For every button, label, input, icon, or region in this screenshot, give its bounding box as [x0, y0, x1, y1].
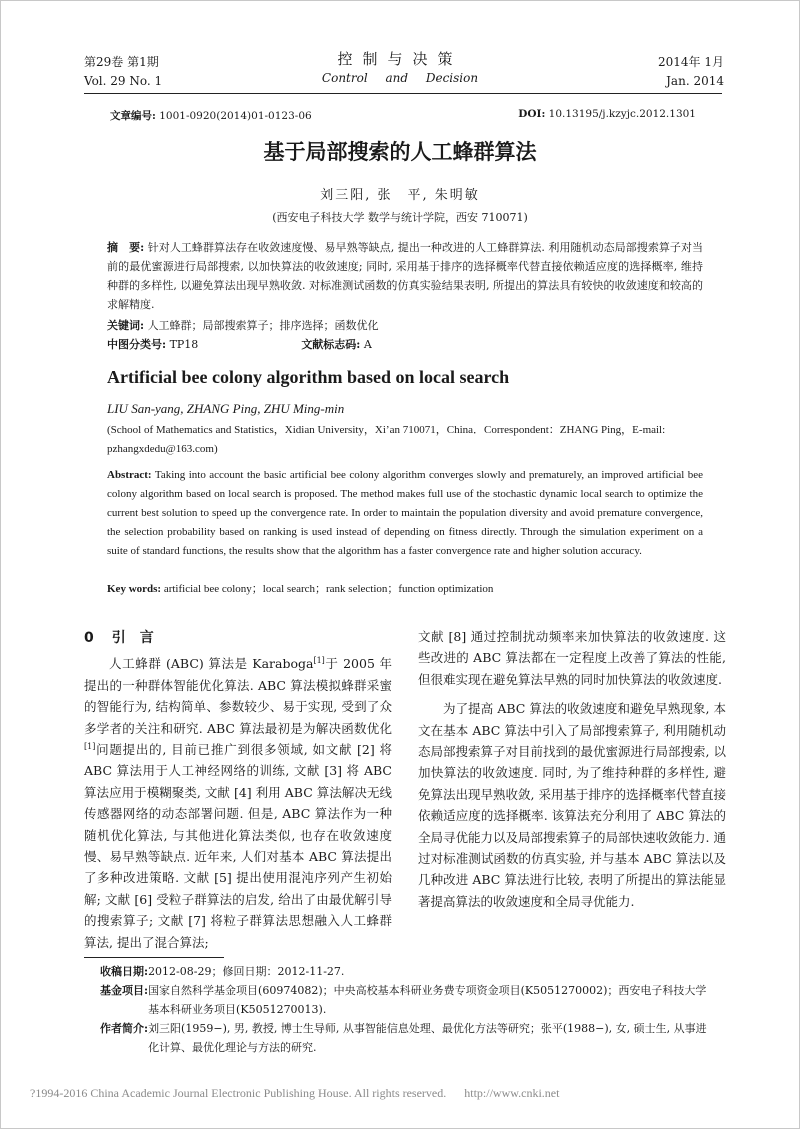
footnote-author: [100, 1019, 716, 1057]
section-number: 0: [84, 630, 94, 646]
citation-ref: [1]: [84, 741, 96, 751]
paper-title-cn: 基于局部搜索的人工蜂群算法: [263, 140, 537, 164]
abstract-en: [107, 466, 703, 561]
intro-paragraph-1: [84, 653, 392, 953]
authors-en: LIU San-yang, ZHANG Ping, ZHU Ming-min: [107, 401, 345, 416]
date-cn: 2014年 1月: [658, 55, 724, 69]
journal-name-en: Control and Decision: [321, 71, 479, 85]
doi-value: 10.13195/j.kzyjc.2012.1301: [548, 108, 696, 120]
copyright-watermark: [30, 1086, 559, 1101]
author-bio-text: 刘三阳(1959−), 男, 教授, 博士生导师, 从事智能信息处理、最优化方法等研究；张平(1988−), 女, 硕士生, 从事进化计算、最优化理论与方法的研究.: [148, 1022, 707, 1054]
section-heading: [84, 628, 392, 649]
journal-date: [658, 53, 724, 91]
keywords-en: [107, 580, 703, 599]
footnote-fund: [100, 981, 716, 1019]
keywords-en-text: artificial bee colony；local search；rank selection；function optimization: [163, 583, 494, 595]
keywords-en-label: Key words:: [107, 583, 162, 595]
abstract-en-text: Taking into account the basic artificial bee colony algorithm converges slowly and prematurely, an improved artificial bee colony algorithm based on local search is proposed. The method makes full use of the stochastic dynamic local search to optimize the current best solution to speed up the convergence rate. In order to maintain the population diversity and avoid premature convergence, the selection probability based on ranking is used instead of depending on fitness directly. Through the simulation experiment on a suite of standard functions, the results show that the algorithm has a faster convergence rate and higher solution accuracy.: [107, 469, 703, 557]
paper-title-en: Artificial bee colony algorithm based on local search: [107, 367, 510, 387]
classification-label: 中图分类号:: [107, 338, 167, 351]
cnki-link[interactable]: http://www.cnki.net: [464, 1086, 560, 1100]
volume-cn: 第29卷 第1期: [84, 55, 159, 69]
article-number: [110, 108, 312, 123]
keywords-cn-label: 关键词:: [107, 319, 145, 332]
abstract-cn-label: 摘 要:: [107, 241, 145, 254]
keywords-cn-text: 人工蜂群；局部搜索算子；排序选择；函数优化: [147, 319, 379, 332]
header-rule: [84, 93, 722, 94]
keywords-cn: [107, 316, 703, 335]
body-column-right: [418, 626, 726, 912]
copyright-text: ?1994-2016 China Academic Journal Electronic Publishing House. All rights reserved.: [30, 1086, 447, 1100]
received-label: 收稿日期:: [100, 965, 149, 978]
doi: [518, 108, 696, 120]
footnotes: [100, 962, 716, 1057]
fund-text: 国家自然科学基金项目(60974082)；中央高校基本科研业务费专项资金项目(K5051270002)；西安电子科技大学基本科研业务项目(K5051270013).: [148, 984, 707, 1016]
authors-cn: 刘三阳, 张 平, 朱明敏: [320, 188, 480, 203]
volume-en: Vol. 29 No. 1: [84, 74, 163, 88]
journal-name: [300, 49, 500, 87]
body-column-left: [84, 626, 392, 953]
doi-label: DOI:: [518, 108, 546, 120]
intro-text-c: 问题提出的, 目前已推广到很多领域, 如文献 [2] 将 ABC 算法用于人工神经网络的训练, 文献 [3] 将 ABC 算法应用于模糊聚类, 文献 [4] 利用 ABC 算法解决无线传感器网络的动态部署问题. 但是, ABC 算法作为一种随机优化算法, 与其他进化算法类似, 也存在收敛速度慢、易早熟等缺点. 近年来, 人们对基本 ABC 算法提出了多种改进策略. 文献 [5] 提出使用混沌序列产生初始解; 文献 [6] 受粒子群算法的启发, 给出了由最优解引导的搜索算子; 文献 [7] 将粒子群算法思想融入人工蜂群算法, 提出了混合算法;: [84, 742, 392, 950]
document-code-value: A: [363, 338, 372, 351]
journal-volume: [84, 53, 162, 91]
fund-label: 基金项目:: [100, 984, 149, 997]
abstract-en-label: Abstract:: [107, 469, 152, 481]
affiliation-cn: (西安电子科技大学 数学与统计学院，西安 710071): [272, 211, 528, 224]
article-number-value: 1001-0920(2014)01-0123-06: [159, 110, 312, 122]
affiliation-en: (School of Mathematics and Statistics，Xidian University，Xi’an 710071，China．Correspondent：ZHANG Ping，E-mail: pzhangxdedu@163.com): [107, 424, 666, 455]
received-text: 2012-08-29；修回日期：2012-11-27.: [148, 965, 345, 978]
abstract-cn-text: 针对人工蜂群算法存在收敛速度慢、易早熟等缺点, 提出一种改进的人工蜂群算法. 利用随机动态局部搜索算子对当前的最优蜜源进行局部搜索, 以加快算法的收敛速度; 同时, 采用基于排序的选择概率代替直接依赖适应度的选择概率, 维持种群的多样性, 以避免算法出现早熟收敛. 对标准测试函数的仿真实验结果表明, 所提出的算法具有较快的收敛速度和较高的求解精度.: [107, 241, 704, 311]
article-number-label: 文章编号:: [110, 110, 156, 122]
author-bio-label: 作者简介:: [100, 1022, 149, 1035]
section-title: 引言: [111, 630, 168, 646]
date-en: Jan. 2014: [666, 74, 724, 88]
intro-paragraph-2: 为了提高 ABC 算法的收敛速度和避免早熟现象, 本文在基本 ABC 算法中引入了局部搜索算子, 利用随机动态局部搜索算子对目前找到的最优蜜源进行局部搜索, 以加快算法的收敛速度. 同时, 为了维持种群的多样性, 避免算法出现早熟收敛, 采用基于排序的选择概率代替直接依赖适应度的选择概率. 该算法充分利用了 ABC 算法的全局寻优能力以及局部搜索算子的局部快速收敛能力. 通过对标准测试函数的仿真实验, 并与基本 ABC 算法以及几种改进 ABC 算法进行比较, 表明了所提出的算法能显著提高算法的收敛速度和全局寻优能力.: [418, 701, 726, 909]
document-code-label: 文献标志码:: [301, 338, 361, 351]
classification: [107, 335, 703, 354]
intro-paragraph-cont: 文献 [8] 通过控制扰动频率来加快算法的收敛速度. 这些改进的 ABC 算法都在一定程度上改善了算法的性能, 但很难实现在避免算法早熟的同时加快算法的收敛速度.: [418, 629, 726, 687]
citation-ref: [1]: [313, 656, 325, 666]
classification-value: TP18: [169, 338, 199, 351]
footnote-rule: [84, 957, 224, 958]
intro-text-b: 于 2005 年提出的一种群体智能优化算法. ABC 算法模拟蜂群采蜜的智能行为, 结构简单、参数较少、易于实现, 受到了众多学者的关注和研究. ABC 算法最初是为解决函数优化: [84, 656, 392, 736]
abstract-cn: [107, 238, 703, 314]
intro-text-a: 人工蜂群 (ABC) 算法是 Karaboga: [109, 656, 314, 672]
footnote-received: [100, 962, 716, 981]
journal-name-cn: 控制与决策: [337, 50, 463, 68]
